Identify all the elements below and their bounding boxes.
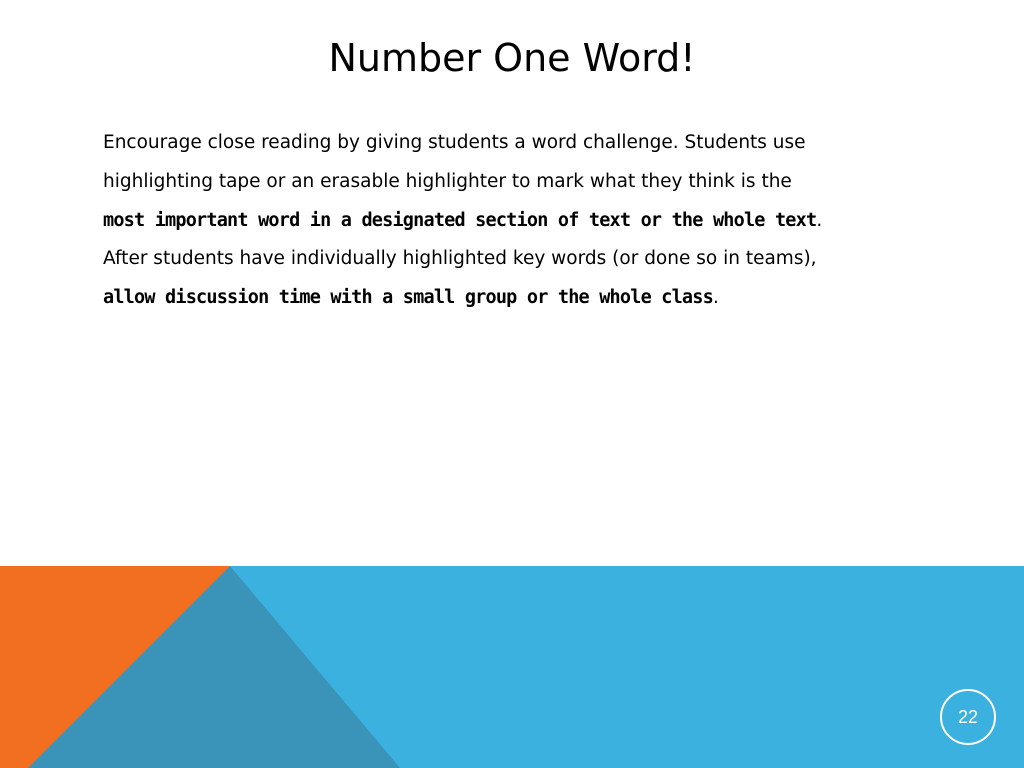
footer-band-graphic bbox=[0, 566, 1024, 768]
body-line-emphasis bbox=[103, 279, 953, 318]
page-number-badge bbox=[940, 689, 996, 745]
body-line: Encourage close reading by giving students a word challenge. Students use bbox=[103, 132, 806, 153]
page-number: 22 bbox=[957, 706, 979, 727]
body-line-emphasis bbox=[103, 202, 953, 241]
body-line: After students have individually highlighted key words (or done so in teams), bbox=[103, 248, 817, 270]
emphasis-text: allow discussion time with a small group or the whole class bbox=[103, 287, 713, 309]
slide-title: Number One Word! bbox=[328, 36, 696, 80]
footer-band bbox=[0, 566, 1024, 768]
slide-body bbox=[103, 124, 953, 318]
punctuation: . bbox=[712, 287, 719, 309]
body-line: highlighting tape or an erasable highlighter to mark what they think is the bbox=[103, 170, 792, 192]
punctuation: . bbox=[816, 209, 823, 231]
emphasis-text: most important word in a designated section of text or the whole text bbox=[103, 209, 817, 231]
